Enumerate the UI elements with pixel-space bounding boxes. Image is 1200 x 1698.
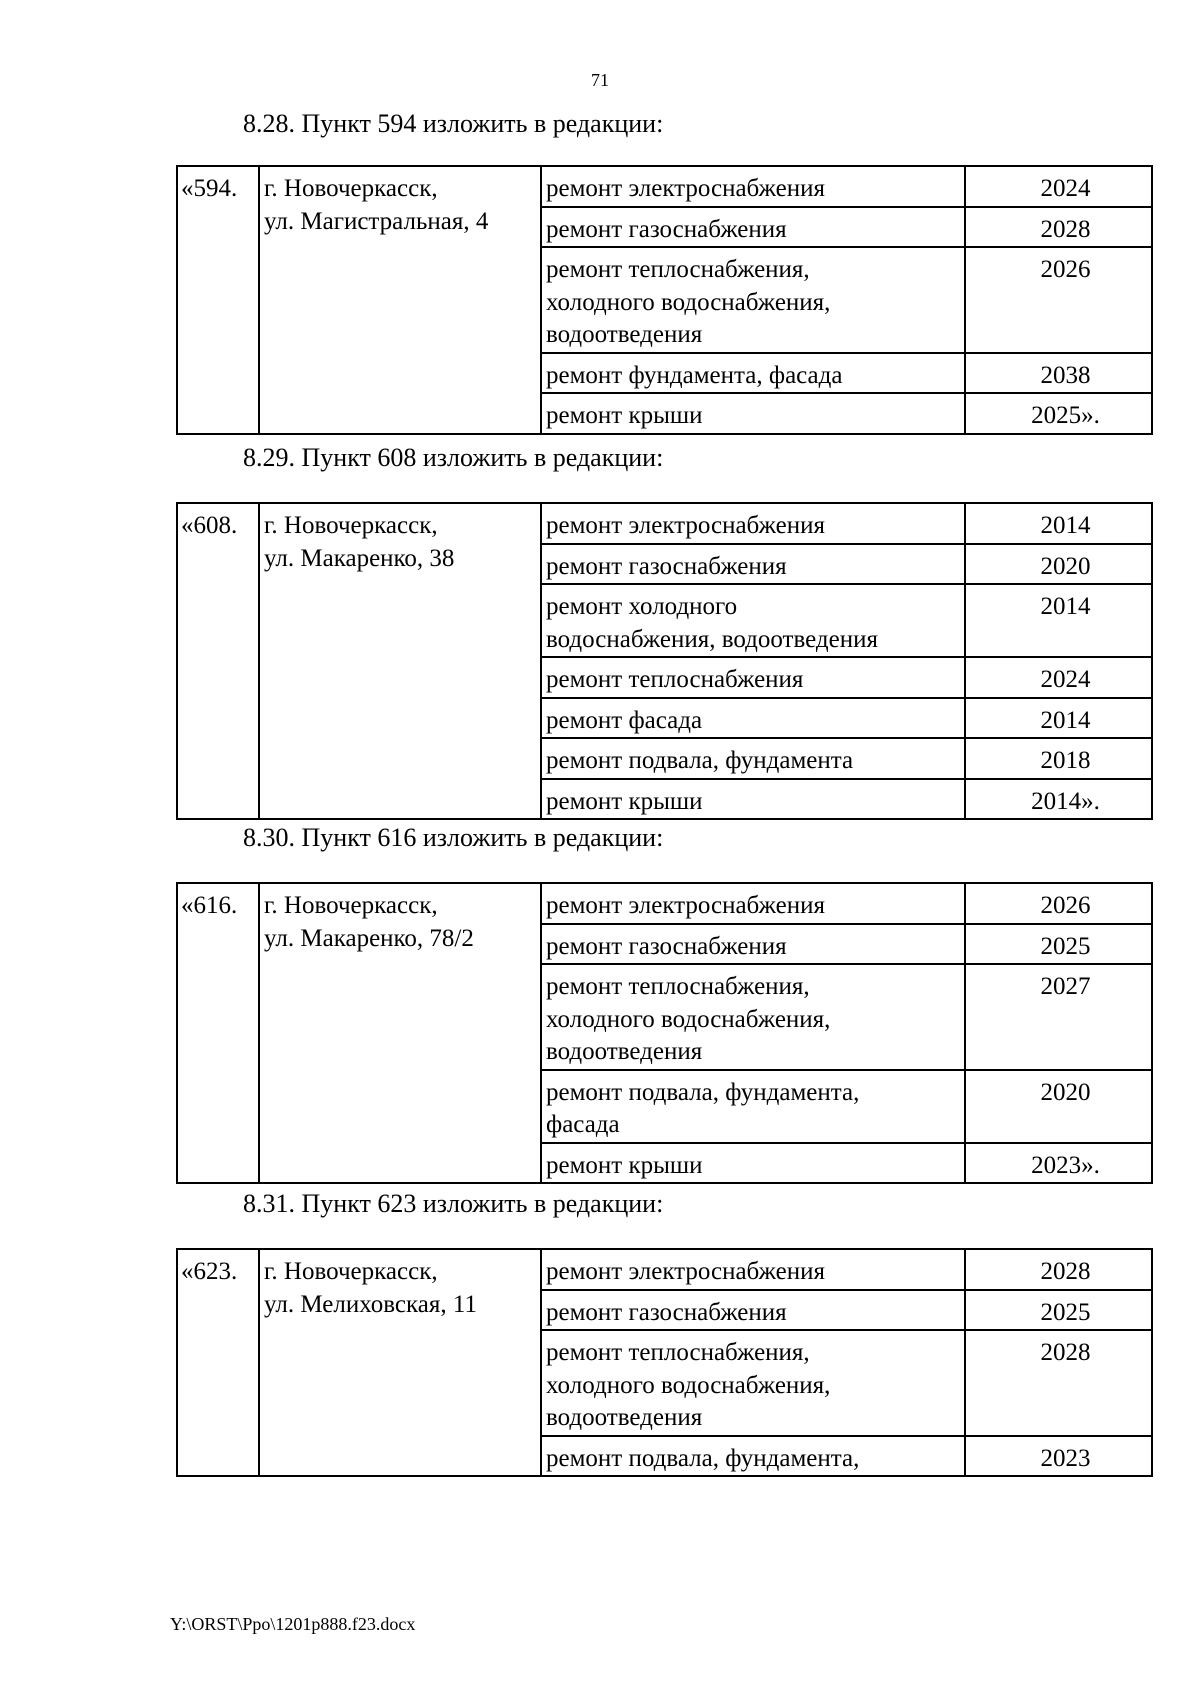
repair-year: 2026 <box>965 247 1152 353</box>
repair-work-line: ремонт теплоснабжения <box>546 666 804 693</box>
repair-year: 2025 <box>965 1290 1152 1331</box>
repair-work-line: ремонт крыши <box>546 1151 703 1179</box>
repair-work-line: ремонт газоснабжения <box>546 932 787 960</box>
repair-year: 2024 <box>965 166 1152 207</box>
repair-work <box>541 353 965 394</box>
repair-work <box>541 207 965 248</box>
repair-work-line: ремонт крыши <box>546 787 703 815</box>
amendment-heading: 8.29. Пункт 608 изложить в редакции: <box>243 443 664 472</box>
repair-work <box>541 584 965 657</box>
repair-work <box>541 1436 965 1477</box>
item-number: «616. <box>177 883 259 1183</box>
repair-work-line: ремонт фасада <box>546 706 703 734</box>
repair-work <box>541 544 965 585</box>
repair-work-line: ремонт подвала, фундамента, <box>546 1078 860 1106</box>
table-row <box>177 503 1152 544</box>
repair-schedule-table <box>176 165 1153 435</box>
repair-work <box>541 924 965 965</box>
address-line: ул. Макаренко, 38 <box>264 544 455 572</box>
repair-work-line: холодного водоснабжения, <box>546 1371 831 1399</box>
amendment-heading: 8.28. Пункт 594 изложить в редакции: <box>243 109 664 138</box>
address-line: г. Новочеркасск, <box>264 512 438 539</box>
repair-work-line: ремонт подвала, фундамента, <box>546 1444 860 1472</box>
amendment-heading: 8.30. Пункт 616 изложить в редакции: <box>243 823 664 852</box>
item-number: «623. <box>177 1249 259 1476</box>
repair-schedule-table <box>176 882 1153 1184</box>
repair-work-line: ремонт холодного <box>546 593 738 620</box>
table-row <box>177 166 1152 207</box>
repair-work-line: холодного водоснабжения, <box>546 1005 831 1033</box>
repair-year: 2023 <box>965 1436 1152 1477</box>
repair-work <box>541 1249 965 1290</box>
repair-year: 2014 <box>965 503 1152 544</box>
address-line: г. Новочеркасск, <box>264 1258 438 1285</box>
address-cell <box>259 503 541 819</box>
repair-work-line: ремонт газоснабжения <box>546 1298 787 1326</box>
repair-work-line: ремонт электроснабжения <box>546 175 825 202</box>
repair-work-line: ремонт электроснабжения <box>546 512 825 539</box>
repair-schedule-table <box>176 502 1153 820</box>
item-number: «608. <box>177 503 259 819</box>
repair-work-line: водоотведения <box>546 1404 703 1431</box>
address-line: ул. Мелиховская, 11 <box>264 1290 477 1318</box>
repair-work-line: ремонт теплоснабжения, <box>546 973 810 1000</box>
amendment-heading: 8.31. Пункт 623 изложить в редакции: <box>243 1189 664 1218</box>
repair-work <box>541 657 965 698</box>
repair-work-line: ремонт газоснабжения <box>546 215 787 243</box>
repair-work-line: фасада <box>546 1111 620 1138</box>
repair-work-line: холодного водоснабжения, <box>546 288 831 316</box>
repair-work-line: водоотведения <box>546 321 703 348</box>
repair-year: 2025 <box>965 924 1152 965</box>
repair-year: 2014 <box>965 584 1152 657</box>
repair-work <box>541 883 965 924</box>
repair-year: 2014». <box>965 779 1152 820</box>
repair-year: 2023». <box>965 1143 1152 1184</box>
repair-year: 2027 <box>965 964 1152 1070</box>
address-cell <box>259 883 541 1183</box>
repair-work <box>541 1330 965 1436</box>
repair-work-line: водоотведения <box>546 1038 703 1065</box>
repair-work-line: ремонт газоснабжения <box>546 552 787 580</box>
repair-year: 2028 <box>965 1330 1152 1436</box>
item-number: «594. <box>177 166 259 434</box>
repair-year: 2038 <box>965 353 1152 394</box>
repair-year: 2020 <box>965 1070 1152 1143</box>
repair-work <box>541 503 965 544</box>
repair-year: 2024 <box>965 657 1152 698</box>
repair-work <box>541 1070 965 1143</box>
repair-work <box>541 166 965 207</box>
repair-work-line: ремонт теплоснабжения, <box>546 256 810 283</box>
repair-work-line: ремонт электроснабжения <box>546 892 825 919</box>
repair-work-line: ремонт электроснабжения <box>546 1258 825 1285</box>
page-number: 71 <box>591 70 609 90</box>
repair-work <box>541 779 965 820</box>
repair-work <box>541 1290 965 1331</box>
repair-work-line: ремонт теплоснабжения, <box>546 1339 810 1366</box>
repair-work-line: водоснабжения, водоотведения <box>546 625 878 653</box>
repair-year: 2026 <box>965 883 1152 924</box>
address-cell <box>259 166 541 434</box>
repair-work-line: ремонт фундамента, фасада <box>546 361 843 389</box>
repair-work <box>541 964 965 1070</box>
address-cell <box>259 1249 541 1476</box>
repair-year: 2020 <box>965 544 1152 585</box>
file-path-footer: Y:\ORST\Ppo\1201p888.f23.docx <box>170 1614 416 1634</box>
repair-schedule-table <box>176 1248 1153 1477</box>
repair-year: 2025». <box>965 393 1152 434</box>
address-line: г. Новочеркасск, <box>264 892 438 919</box>
repair-work <box>541 698 965 739</box>
table-row <box>177 883 1152 924</box>
address-line: ул. Магистральная, 4 <box>264 207 489 235</box>
repair-work <box>541 393 965 434</box>
repair-work <box>541 738 965 779</box>
repair-work-line: ремонт подвала, фундамента <box>546 747 854 774</box>
address-line: г. Новочеркасск, <box>264 175 438 202</box>
repair-work-line: ремонт крыши <box>546 402 703 429</box>
address-line: ул. Макаренко, 78/2 <box>264 924 474 952</box>
repair-year: 2018 <box>965 738 1152 779</box>
repair-work <box>541 247 965 353</box>
repair-year: 2014 <box>965 698 1152 739</box>
table-row <box>177 1249 1152 1290</box>
repair-year: 2028 <box>965 1249 1152 1290</box>
repair-work <box>541 1143 965 1184</box>
repair-year: 2028 <box>965 207 1152 248</box>
